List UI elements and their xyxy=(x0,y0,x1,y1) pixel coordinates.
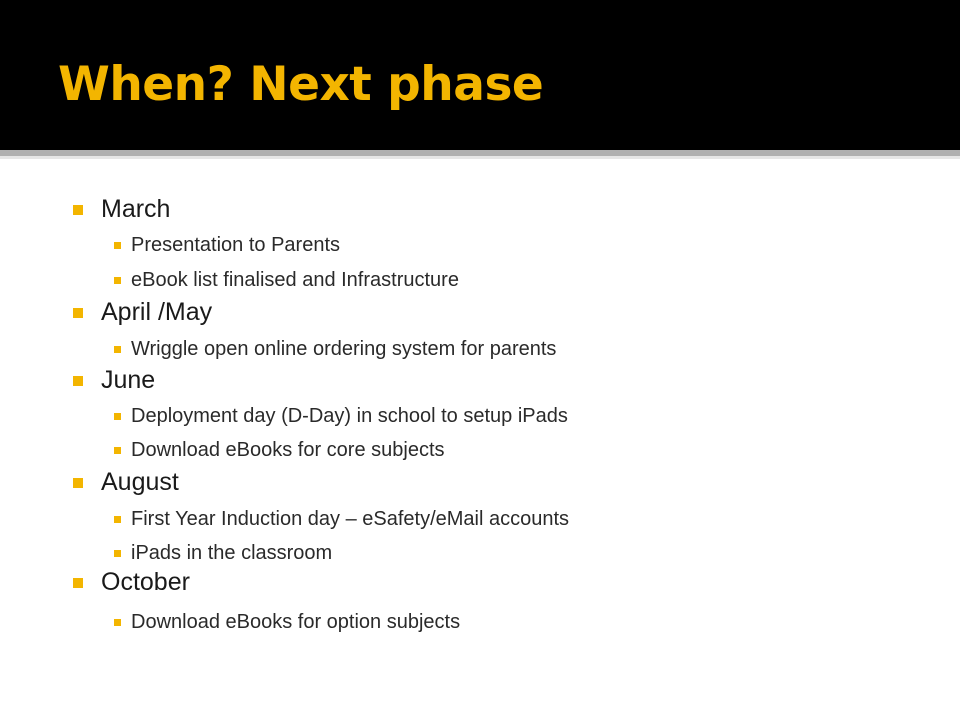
sub-list-item-label: Download eBooks for core subjects xyxy=(131,439,445,461)
square-bullet-icon xyxy=(114,447,121,454)
square-bullet-icon xyxy=(114,277,121,284)
sub-list-item-label: Download eBooks for option subjects xyxy=(131,611,461,633)
square-bullet-icon xyxy=(114,550,121,557)
square-bullet-icon xyxy=(114,516,121,523)
sub-list-item-label: First Year Induction day – eSafety/eMail accounts xyxy=(131,508,570,530)
square-bullet-icon xyxy=(73,478,83,488)
sub-list-item-label: Wriggle open online ordering system for parents xyxy=(131,338,557,360)
title-divider-highlight xyxy=(0,156,960,159)
square-bullet-icon xyxy=(114,346,121,353)
square-bullet-icon xyxy=(114,619,121,626)
list-item-label: March xyxy=(101,195,171,223)
square-bullet-icon xyxy=(73,376,83,386)
list-item-label: June xyxy=(101,366,156,394)
list-item-label: October xyxy=(101,568,190,596)
sub-list-item-label: eBook list finalised and Infrastructure xyxy=(131,269,459,291)
list-item-label: August xyxy=(101,468,179,496)
square-bullet-icon xyxy=(73,578,83,588)
title-bar xyxy=(0,0,960,150)
square-bullet-icon xyxy=(114,242,121,249)
square-bullet-icon xyxy=(73,205,83,215)
list-item-label: April /May xyxy=(101,298,213,326)
sub-list-item-label: Deployment day (D-Day) in school to setup iPads xyxy=(131,405,568,427)
square-bullet-icon xyxy=(114,413,121,420)
sub-list-item-label: Presentation to Parents xyxy=(131,234,341,256)
square-bullet-icon xyxy=(73,308,83,318)
slide-title: When? Next phase xyxy=(58,57,544,112)
sub-list-item-label: iPads in the classroom xyxy=(131,542,333,564)
